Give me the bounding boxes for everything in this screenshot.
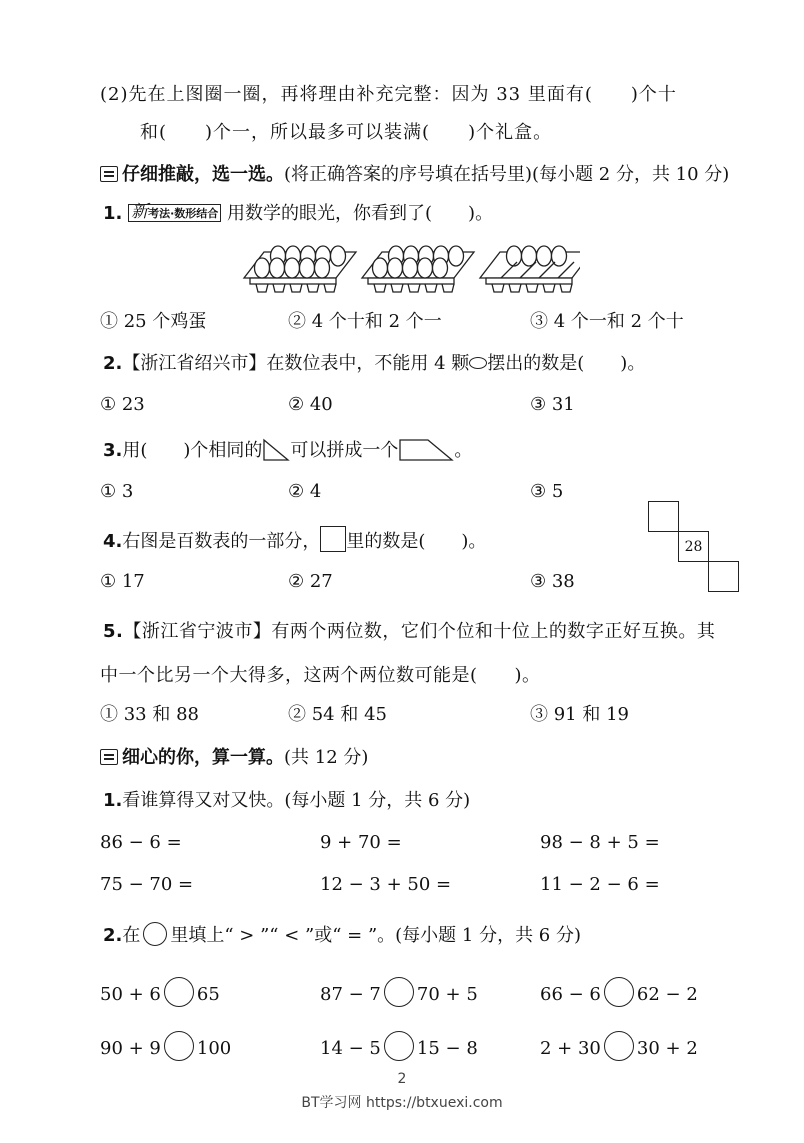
answer-circle[interactable] xyxy=(164,977,194,1007)
q-text: 用( )个相同的 xyxy=(122,440,263,461)
egg xyxy=(403,258,418,278)
q-text: 【浙江省绍兴市】在数位表中，不能用 4 颗 xyxy=(122,353,470,374)
q-text: 里的数是( )。 xyxy=(346,531,487,552)
compare-item xyxy=(100,977,220,1007)
answer-circle[interactable] xyxy=(384,977,414,1007)
option-1[interactable]: ① 3 xyxy=(100,481,134,502)
badge-text: 考法·数形结合 xyxy=(148,207,219,220)
left-expr: 14 − 5 xyxy=(320,1038,381,1059)
question-5 xyxy=(103,620,715,644)
egg xyxy=(433,258,448,278)
option-2[interactable]: ② 27 xyxy=(288,571,333,592)
q-text: 【浙江省宁波市】有两个两位数，它们个位和十位上的数字正好互换。其 xyxy=(123,621,716,642)
q-text: 里填上“ > ”“ < ”或“ = ”。(每小题 1 分，共 6 分) xyxy=(170,925,581,946)
egg xyxy=(255,258,270,278)
right-expr: 70 + 5 xyxy=(416,984,478,1005)
right-expr: 30 + 2 xyxy=(636,1038,698,1059)
section-header-choose xyxy=(100,163,729,187)
compare-item xyxy=(320,1031,478,1061)
egg-tray xyxy=(480,246,580,292)
option-2[interactable]: ② 54 和 45 xyxy=(288,704,387,725)
compare-item xyxy=(100,1031,231,1061)
right-expr: 15 − 8 xyxy=(416,1038,478,1059)
answer-circle[interactable] xyxy=(164,1031,194,1061)
calc-item[interactable]: 75 − 70 = xyxy=(100,874,194,895)
left-expr: 66 − 6 xyxy=(540,984,601,1005)
question-4 xyxy=(103,526,486,554)
blank-square-icon xyxy=(320,526,346,552)
triangle-icon xyxy=(262,438,290,462)
q-text: 右图是百数表的一部分， xyxy=(122,531,321,552)
q-text: 。 xyxy=(454,440,473,461)
egg xyxy=(300,258,315,278)
option-1[interactable]: ① 25 个鸡蛋 xyxy=(100,311,207,332)
q-text: 用数学的眼光，你看到了( )。 xyxy=(227,203,494,224)
option-3[interactable]: ③ 4 个一和 2 个十 xyxy=(530,311,684,332)
question-1 xyxy=(103,202,493,226)
option-2[interactable]: ② 4 个十和 2 个一 xyxy=(288,311,442,332)
calc-item[interactable]: 86 − 6 = xyxy=(100,832,182,853)
egg xyxy=(449,246,464,266)
calc-item[interactable]: 12 − 3 + 50 = xyxy=(320,874,452,895)
grid-cell-blank xyxy=(648,501,679,532)
option-3[interactable]: ③ 5 xyxy=(530,481,564,502)
q-num: 3. xyxy=(103,440,123,461)
calc-item[interactable]: 9 + 70 = xyxy=(320,832,402,853)
q-num: 1. xyxy=(103,790,123,811)
circle-icon xyxy=(143,922,167,946)
egg-tray xyxy=(362,246,474,292)
bead-icon xyxy=(469,357,487,369)
egg xyxy=(388,258,403,278)
calc-item[interactable]: 11 − 2 − 6 = xyxy=(540,874,660,895)
egg xyxy=(285,258,300,278)
question-3 xyxy=(103,438,472,463)
egg xyxy=(315,258,330,278)
q-text: 在 xyxy=(122,925,141,946)
option-1[interactable]: ① 17 xyxy=(100,571,145,592)
egg xyxy=(418,258,433,278)
compare-item xyxy=(320,977,478,1007)
option-2[interactable]: ② 40 xyxy=(288,394,333,415)
egg xyxy=(270,258,285,278)
section-header-calc xyxy=(100,746,368,770)
page-number: 2 xyxy=(397,1071,407,1087)
section-icon xyxy=(100,749,118,765)
left-expr: 2 + 30 xyxy=(540,1038,601,1059)
egg xyxy=(507,246,522,266)
section-note: (共 12 分) xyxy=(284,747,369,768)
egg xyxy=(537,246,552,266)
grid-cell-empty xyxy=(708,561,739,592)
question-2 xyxy=(103,352,645,376)
egg xyxy=(373,258,388,278)
grid-cell-28: 28 xyxy=(678,531,709,562)
answer-circle[interactable] xyxy=(384,1031,414,1061)
q-text: 看谁算得又对又快。(每小题 1 分，共 6 分) xyxy=(122,790,471,811)
compare-item xyxy=(540,1031,698,1061)
egg-trays-image xyxy=(240,242,580,294)
q-num: 2. xyxy=(103,353,123,374)
q-2-line2: 和( )个一，所以最多可以装满( )个礼盒。 xyxy=(140,122,553,143)
option-1[interactable]: ① 23 xyxy=(100,394,145,415)
option-3[interactable]: ③ 38 xyxy=(530,571,575,592)
q-num: 1. xyxy=(103,203,123,224)
answer-circle[interactable] xyxy=(604,977,634,1007)
option-3[interactable]: ③ 91 和 19 xyxy=(530,704,629,725)
q-num: 5. xyxy=(103,621,124,642)
left-expr: 50 + 6 xyxy=(100,984,161,1005)
q-text-line2: 中一个比另一个大得多，这两个两位数可能是( )。 xyxy=(100,665,541,686)
option-2[interactable]: ② 4 xyxy=(288,481,322,502)
section-icon xyxy=(100,166,118,182)
egg-tray xyxy=(244,246,356,292)
right-expr: 100 xyxy=(196,1038,232,1059)
section-note: (将正确答案的序号填在括号里)(每小题 2 分，共 10 分) xyxy=(284,164,730,185)
q-text: 摆出的数是( )。 xyxy=(487,353,646,374)
q-num: 4. xyxy=(103,531,123,552)
badge-new: 新 xyxy=(131,202,149,222)
option-1[interactable]: ① 33 和 88 xyxy=(100,704,199,725)
trapezoid-icon xyxy=(398,438,454,462)
calc-question-2 xyxy=(103,922,581,948)
new-method-badge xyxy=(128,204,221,222)
compare-item xyxy=(540,977,698,1007)
egg xyxy=(331,246,346,266)
q-2-line1: (2)先在上图圈一圈，再将理由补充完整：因为 33 里面有( )个十 xyxy=(100,84,677,105)
right-expr: 65 xyxy=(196,984,220,1005)
answer-circle[interactable] xyxy=(604,1031,634,1061)
q-num: 2. xyxy=(103,925,123,946)
calc-question-1 xyxy=(103,789,470,813)
footer-site: BT学习网 https://btxuexi.com xyxy=(301,1095,503,1111)
q-text: 可以拼成一个 xyxy=(290,440,399,461)
right-expr: 62 − 2 xyxy=(636,984,698,1005)
left-expr: 87 − 7 xyxy=(320,984,381,1005)
calc-item[interactable]: 98 − 8 + 5 = xyxy=(540,832,660,853)
section-title: 仔细推敲，选一选。 xyxy=(122,164,284,185)
left-expr: 90 + 9 xyxy=(100,1038,161,1059)
option-3[interactable]: ③ 31 xyxy=(530,394,575,415)
section-title: 细心的你，算一算。 xyxy=(122,747,284,768)
